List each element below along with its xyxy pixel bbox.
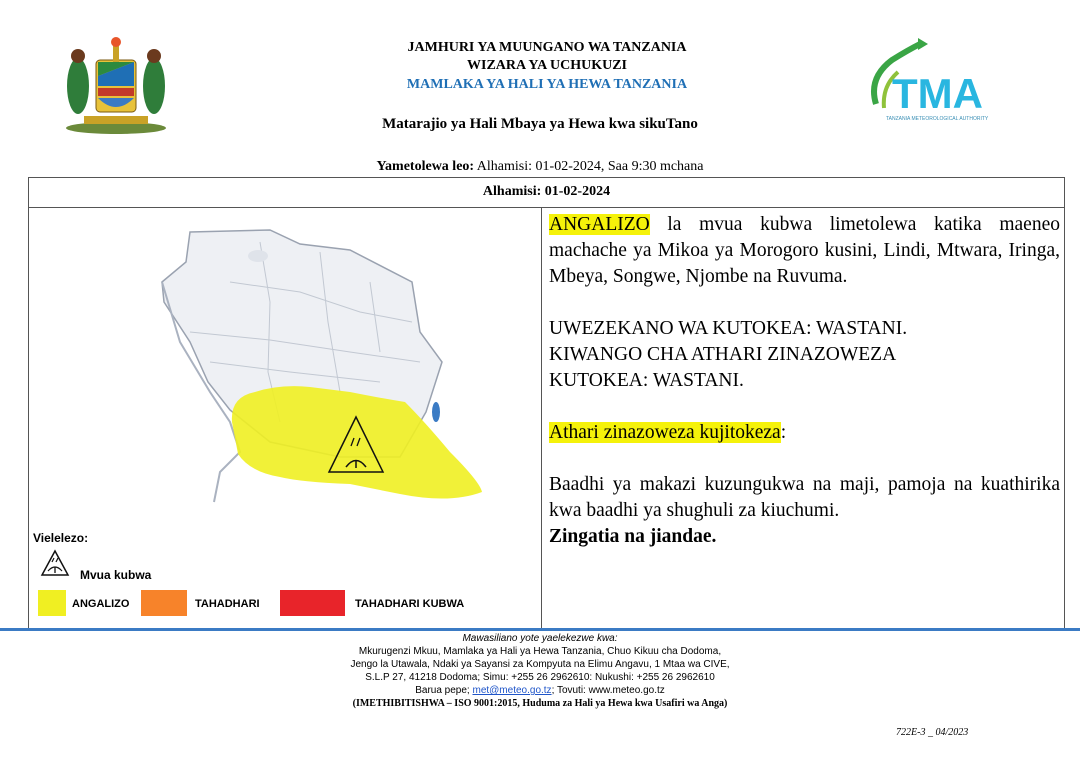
contact-heading: Mawasiliano yote yaelekezwe kwa: — [462, 633, 618, 644]
impact-level-line1: KIWANGO CHA ATHARI ZINAZOWEZA — [549, 344, 897, 365]
contact-line-email — [0, 684, 1080, 697]
likelihood-text: UWEZEKANO WA KUTOKEA: WASTANI. — [549, 318, 908, 339]
impacts-heading — [549, 420, 1060, 446]
tanzania-warning-map — [150, 222, 490, 522]
heavy-rain-icon — [40, 549, 70, 577]
header-ministry: WIZARA YA UCHUKUZI — [467, 58, 627, 73]
document-reference: 722E-3 _ 04/2023 — [896, 727, 969, 738]
website-text: ; Tovuti: www.meteo.go.tz — [551, 685, 665, 696]
legend-label-tahadhari: TAHADHARI — [195, 598, 260, 610]
issued-line — [0, 159, 1080, 175]
header-country: JAMHURI YA MUUNGANO WA TANZANIA — [407, 40, 687, 55]
tma-logo-text: TMA — [892, 70, 983, 117]
issued-label: Yametolewa leo: — [376, 159, 475, 174]
table-date-row: Alhamisi: 01-02-2024 — [28, 177, 1065, 208]
legend-heavy-rain-label: Mvua kubwa — [80, 568, 152, 582]
footer-divider — [0, 628, 1080, 631]
impacts-heading-text: Athari zinazoweza kujitokeza — [549, 422, 781, 443]
legend-swatch-tahadhari-kubwa — [280, 590, 345, 616]
legend-title: Vielelezo: — [33, 531, 89, 545]
tma-logo-caption: TANZANIA METEOROLOGICAL AUTHORITY — [886, 116, 989, 122]
advice-text: Zingatia na jiandae. — [549, 526, 717, 547]
footer-contact — [0, 632, 1080, 710]
legend-label-tahadhari-kubwa: TAHADHARI KUBWA — [355, 598, 465, 610]
contact-line-3: S.L.P 27, 41218 Dodoma; Simu: +255 26 2962610: Nukushi: +255 26 2962610 — [365, 672, 715, 683]
warning-level-highlight: ANGALIZO — [549, 214, 650, 235]
legend-label-angalizo: ANGALIZO — [72, 598, 130, 610]
warning-text — [549, 212, 1060, 550]
issued-date: Alhamisi: 01-02-2024, Saa 9:30 mchana — [474, 159, 704, 174]
impact-level-line2: KUTOKEA: WASTANI. — [549, 370, 744, 391]
column-divider — [541, 208, 542, 629]
impacts-heading-colon: : — [780, 422, 787, 443]
legend-swatch-angalizo — [38, 590, 66, 616]
tma-logo — [858, 38, 998, 128]
email-label: Barua pepe; — [415, 685, 473, 696]
contact-line-2: Jengo la Utawala, Ndaki ya Sayansi za Kompyuta na Elimu Angavu, 1 Mtaa wa CIVE, — [350, 659, 730, 670]
certification-text: (IMETHIBITISHWA – ISO 9001:2015, Huduma za Hali ya Hewa kwa Usafiri wa Anga) — [352, 698, 728, 709]
contact-line-1: Mkurugenzi Mkuu, Mamlaka ya Hali ya Hewa Tanzania, Chuo Kikuu cha Dodoma, — [358, 646, 722, 657]
warning-description: la mvua kubwa limetolewa katika maeneo machache ya Mikoa ya Morogoro kusini, Lindi, Mtwara, Iringa, Mbeya, Songwe, Njombe na Ruvuma. — [549, 214, 1060, 287]
email-link[interactable]: met@meteo.go.tz — [472, 685, 552, 696]
impacts-text: Baadhi ya makazi kuzungukwa na maji, pamoja na kuathirika kwa baadhi ya shughuli za kiuchumi. — [549, 474, 1060, 521]
legend-swatch-tahadhari — [141, 590, 187, 616]
header-agency: MAMLAKA YA HALI YA HEWA TANZANIA — [406, 77, 688, 92]
warning-paragraph — [549, 212, 1060, 290]
forecast-title: Matarajio ya Hali Mbaya ya Hewa kwa sikuTano — [382, 116, 698, 132]
